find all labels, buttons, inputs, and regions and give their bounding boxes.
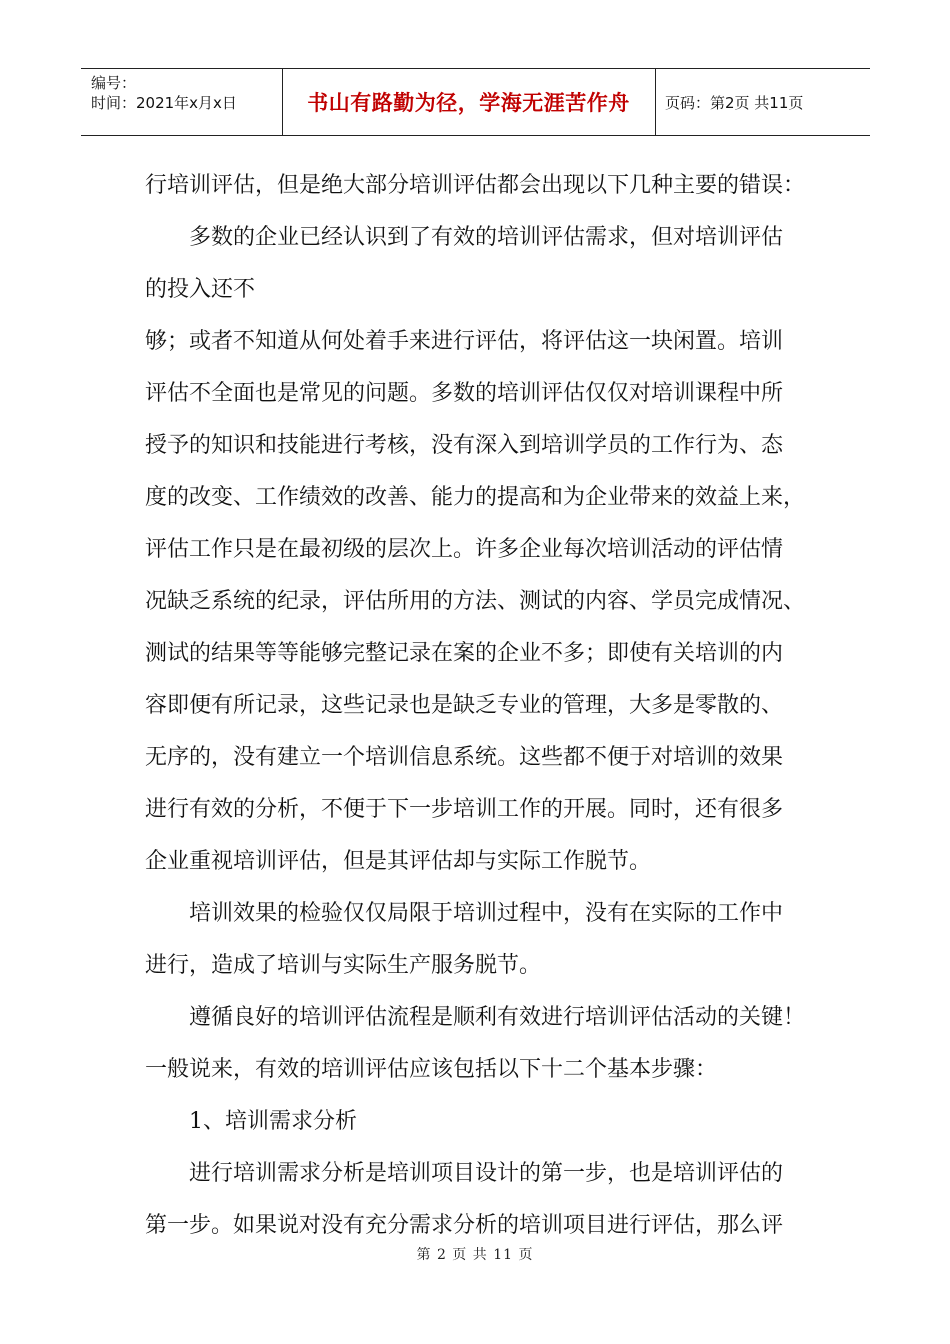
text-line: 度的改变、工作绩效的改善、能力的提高和为企业带来的效益上来，: [145, 485, 806, 510]
header-meta: [91, 73, 237, 113]
text-line: 一般说来，有效的培训评估应该包括以下十二个基本步骤：: [145, 1057, 718, 1082]
text-line: 行培训评估，但是绝大部分培训评估都会出现以下几种主要的错误：: [145, 173, 806, 198]
header-divider: [655, 69, 656, 135]
text-line: 遵循良好的培训评估流程是顺利有效进行培训评估活动的关键！: [189, 1005, 806, 1030]
text-line: 第一步。如果说对没有充分需求分析的培训项目进行评估，那么评: [145, 1213, 784, 1238]
page-header: [81, 68, 870, 136]
text-line: 授予的知识和技能进行考核，没有深入到培训学员的工作行为、态: [145, 433, 784, 458]
date-label: 时间：2021年x月x日: [91, 94, 237, 112]
text-line: 的投入还不: [145, 277, 256, 302]
text-line: 评估工作只是在最初级的层次上。许多企业每次培训活动的评估情: [145, 537, 784, 562]
text-line: 容即便有所记录，这些记录也是缺乏专业的管理，大多是零散的、: [145, 693, 784, 718]
doc-number-label: 编号：: [91, 74, 137, 92]
text-line: 测试的结果等等能够完整记录在案的企业不多；即使有关培训的内: [145, 641, 784, 666]
header-motto: 书山有路勤为径，学海无涯苦作舟: [307, 91, 630, 115]
text-line: 无序的，没有建立一个培训信息系统。这些都不便于对培训的效果: [145, 745, 784, 770]
text-line: 多数的企业已经认识到了有效的培训评估需求，但对培训评估: [189, 225, 784, 250]
text-line: 够；或者不知道从何处着手来进行评估，将评估这一块闲置。培训: [145, 329, 784, 354]
text-line: 进行，造成了培训与实际生产服务脱节。: [145, 953, 542, 978]
page-footer: 第 2 页 共 11 页: [416, 1247, 534, 1263]
text-line: 评估不全面也是常见的问题。多数的培训评估仅仅对培训课程中所: [145, 381, 784, 406]
text-line: 进行有效的分析，不便于下一步培训工作的开展。同时，还有很多: [145, 797, 784, 822]
text-line: 培训效果的检验仅仅局限于培训过程中，没有在实际的工作中: [189, 901, 784, 926]
document-body: [145, 160, 810, 1252]
section-heading: 1、培训需求分析: [189, 1109, 357, 1134]
header-page-info: 页码：第2页 共11页: [665, 93, 804, 112]
text-line: 进行培训需求分析是培训项目设计的第一步，也是培训评估的: [189, 1161, 784, 1186]
text-line: 企业重视培训评估，但是其评估却与实际工作脱节。: [145, 849, 652, 874]
text-line: 况缺乏系统的纪录，评估所用的方法、测试的内容、学员完成情况、: [145, 589, 806, 614]
